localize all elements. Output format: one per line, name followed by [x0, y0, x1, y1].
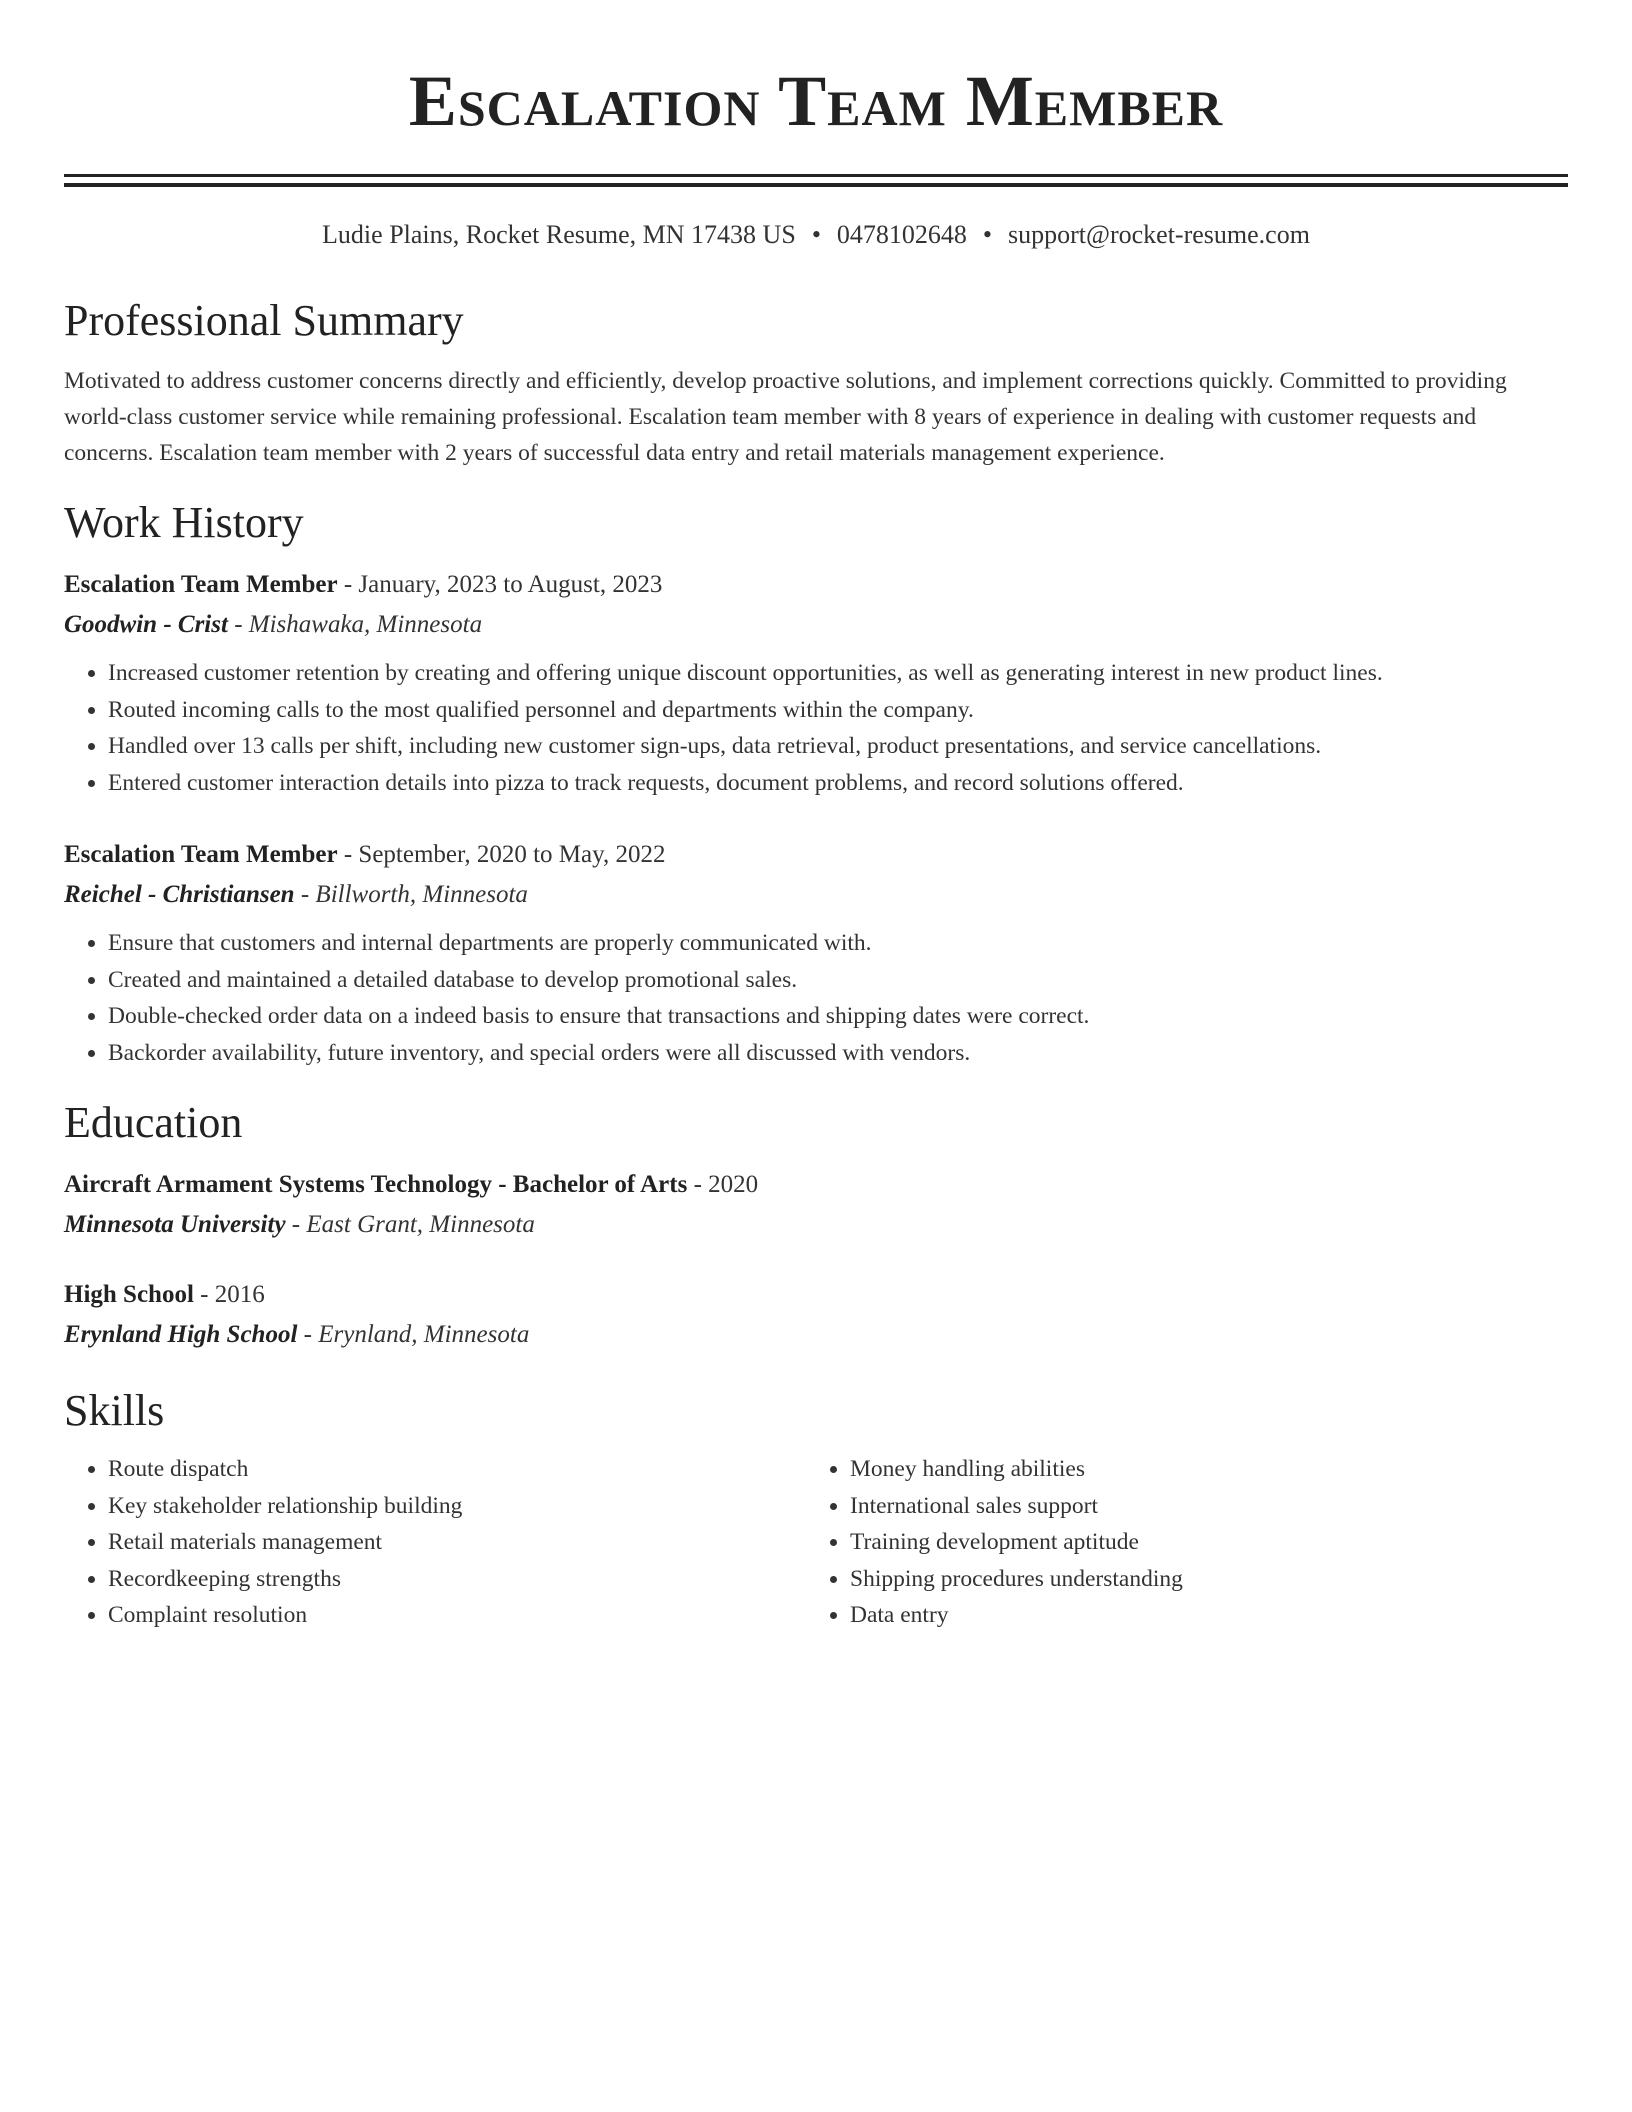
job-company-line — [64, 605, 1568, 645]
education-entry — [64, 1165, 1568, 1245]
education-heading: Education — [64, 1098, 243, 1147]
job-title-line — [64, 835, 1568, 875]
education-school: Erynland High School — [64, 1321, 298, 1348]
work-history-heading: Work History — [64, 498, 304, 547]
job-role: Escalation Team Member — [64, 571, 338, 598]
contact-separator: • — [982, 220, 993, 249]
summary-heading: Professional Summary — [64, 296, 464, 345]
skills-heading: Skills — [64, 1386, 165, 1435]
skill-item: • Key stakeholder relationship building — [108, 1488, 806, 1525]
job-location: - Mishawaka, Minnesota — [227, 611, 483, 638]
job-bullet: • Routed incoming calls to the most qualified personnel and departments within the company. — [108, 692, 1568, 729]
skill-item: • Data entry — [850, 1597, 1548, 1634]
education-degree: High School — [64, 1281, 194, 1308]
job-bullet: • Double-checked order data on a indeed basis to ensure that transactions and shipping dates were correct. — [108, 998, 1568, 1035]
skill-item: • Training development aptitude — [850, 1524, 1548, 1561]
job-bullets — [64, 925, 1568, 1071]
job-company: Goodwin - Crist — [64, 611, 228, 638]
job-entry — [64, 565, 1568, 801]
job-dates: - January, 2023 to August, 2023 — [337, 571, 663, 598]
skill-item: • International sales support — [850, 1488, 1548, 1525]
skill-item: • Retail materials management — [108, 1524, 806, 1561]
education-school-line — [64, 1205, 1568, 1245]
job-bullet: • Ensure that customers and internal departments are properly communicated with. — [108, 925, 1568, 962]
education-school-line — [64, 1315, 1568, 1355]
contact-separator: • — [811, 220, 821, 249]
job-role: Escalation Team Member — [64, 841, 338, 868]
education-location: - Erynland, Minnesota — [297, 1321, 530, 1348]
education-location: - East Grant, Minnesota — [285, 1211, 535, 1238]
skills-columns — [64, 1451, 1568, 1634]
skill-item: • Shipping procedures understanding — [850, 1561, 1548, 1598]
education-degree-line — [64, 1275, 1568, 1315]
job-bullet: • Entered customer interaction details into pizza to track requests, document problems, and record solutions offered. — [108, 765, 1568, 802]
job-bullet: • Handled over 13 calls per shift, including new customer sign-ups, data retrieval, product presentations, and service cancellations. — [108, 728, 1568, 765]
job-bullet: • Increased customer retention by creating and offering unique discount opportunities, as well as generating interest in new product lines. — [108, 655, 1568, 692]
job-company-line — [64, 875, 1568, 915]
education-year: - 2020 — [687, 1171, 759, 1198]
job-company: Reichel - Christiansen — [64, 881, 295, 908]
job-bullet: • Created and maintained a detailed database to develop promotional sales. — [108, 962, 1568, 999]
skills-list-left — [64, 1451, 806, 1634]
skill-item: • Complaint resolution — [108, 1597, 806, 1634]
contact-phone: 0478102648 — [836, 220, 967, 249]
skill-item: • Recordkeeping strengths — [108, 1561, 806, 1598]
summary-text: Motivated to address customer concerns directly and efficiently, develop proactive solutions, and implement corrections quickly. Committed to providing world-class customer service while remaining professional. Escalation team member with 8 years of experience in dealing with customer requests and concerns. Escalation team member with 2 years of successful data entry and retail materials management experience. — [64, 368, 1507, 466]
header-rule-bottom — [64, 183, 1568, 187]
education-entry — [64, 1275, 1568, 1355]
job-bullet: • Backorder availability, future inventory, and special orders were all discussed with vendors. — [108, 1035, 1568, 1072]
education-degree: Aircraft Armament Systems Technology - Bachelor of Arts — [64, 1171, 688, 1198]
resume-name-title: Escalation Team Member — [408, 61, 1224, 141]
header-rule-top — [64, 174, 1568, 177]
job-entry — [64, 835, 1568, 1071]
skills-list-right — [806, 1451, 1548, 1634]
job-location: - Billworth, Minnesota — [294, 881, 528, 908]
contact-line — [64, 219, 1568, 251]
skill-item: • Route dispatch — [108, 1451, 806, 1488]
job-dates: - September, 2020 to May, 2022 — [337, 841, 666, 868]
job-title-line — [64, 565, 1568, 605]
job-bullets — [64, 655, 1568, 801]
education-degree-line — [64, 1165, 1568, 1205]
education-year: - 2016 — [193, 1281, 265, 1308]
skill-item: • Money handling abilities — [850, 1451, 1548, 1488]
contact-address: Ludie Plains, Rocket Resume, MN 17438 US — [322, 220, 796, 249]
education-school: Minnesota University — [64, 1211, 286, 1238]
contact-email: support@rocket-resume.com — [1008, 220, 1310, 249]
